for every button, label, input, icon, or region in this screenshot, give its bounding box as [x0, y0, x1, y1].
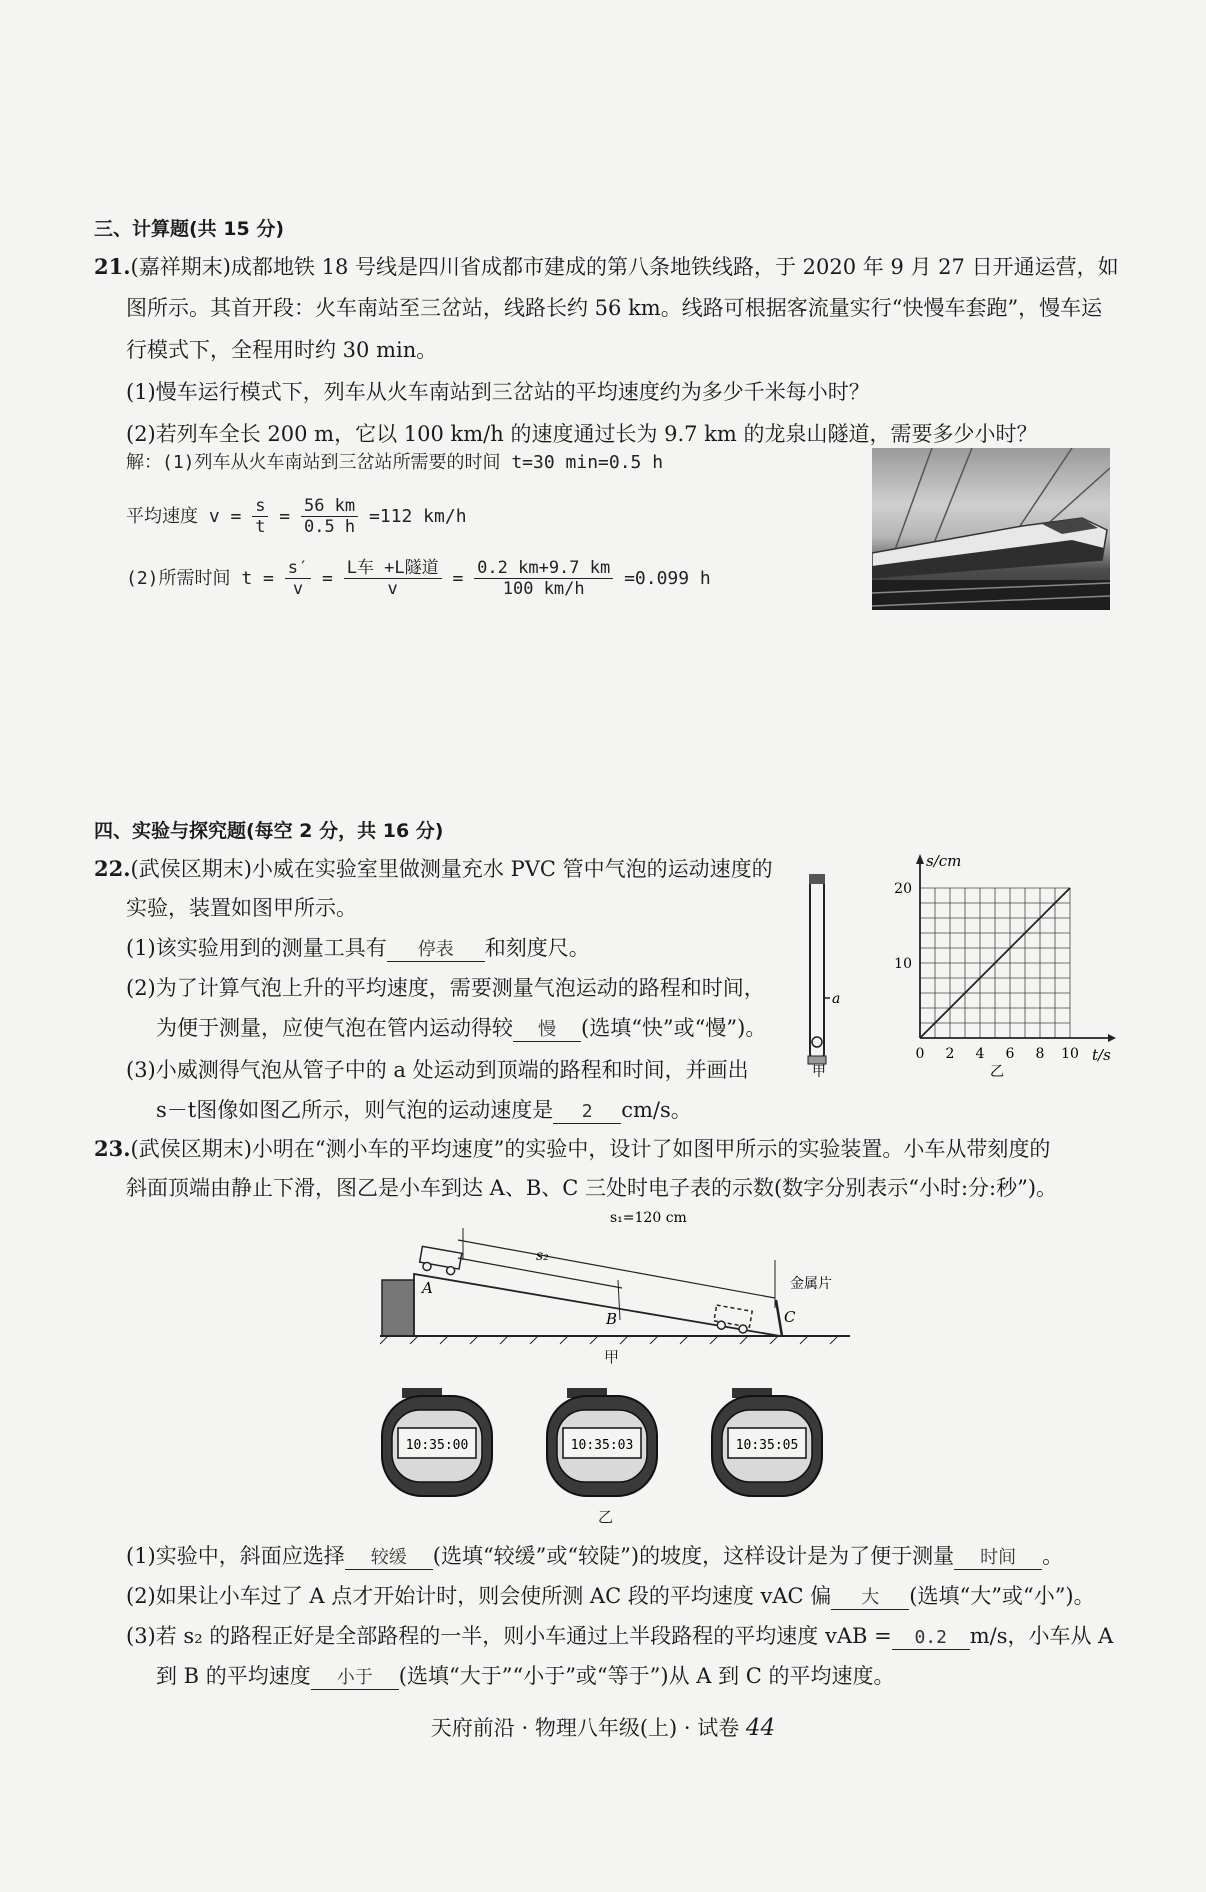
ans3-f2-den: v — [387, 579, 398, 600]
q23-sub1-mid: (选填“较缓”或“较陡”)的坡度，这样设计是为了便于测量 — [432, 1544, 955, 1568]
q23-blank-compare: 小于 — [311, 1667, 399, 1690]
q22-line1 — [94, 856, 773, 882]
train-photo-drawing — [872, 448, 1110, 610]
ans3-f3-den: 100 km/h — [502, 579, 585, 600]
ans2-f1-num: s — [252, 496, 268, 517]
q21-answer-line1: 解：(1)列车从火车南站到三岔站所需要的时间 t=30 min=0.5 h — [126, 452, 664, 473]
x-tick-label: 4 — [975, 1046, 985, 1062]
q23-sub2-tail: (选填“大”或“小”)。 — [909, 1584, 1095, 1608]
q22-sub3-line1: (3)小威测得气泡从管子中的 a 处运动到顶端的路程和时间，并画出 — [126, 1058, 749, 1082]
q23-sub1-tail: 。 — [1042, 1544, 1064, 1568]
section4-heading: 四、实验与探究题(每空 2 分，共 16 分) — [94, 820, 444, 842]
q21-answer-line3: (2)所需时间 t = $\frac{s'}{v}$ = $\frac{\text{L车 +L隧道}}{v}$ = $\frac{0.2 km+9.7 km}{100 km/h}$ =0.099 h — [126, 558, 711, 600]
q23-number: 23. — [94, 1136, 131, 1161]
q23-sub3-text2: 到 B 的平均速度 — [156, 1664, 311, 1688]
q23-text1: (武侯区期末)小明在“测小车的平均速度”的实验中，设计了如图甲所示的实验装置。小车从带刻度的 — [130, 1137, 1051, 1161]
train-photo — [872, 448, 1110, 610]
tube-base — [808, 1056, 826, 1064]
q23-blank-bias: 大 — [831, 1587, 909, 1610]
stopwatch-a-time: 10:35:00 — [405, 1438, 469, 1453]
y-tick-labels — [894, 881, 912, 972]
section3-heading: 三、计算题(共 15 分) — [94, 218, 285, 240]
footer-text: 天府前沿 · 物理八年级(上) · 试卷 — [430, 1716, 740, 1740]
q23-sub3-tail: (选填“大于”“小于”或“等于”)从 A 到 C 的平均速度。 — [398, 1664, 895, 1688]
page-footer — [0, 1712, 1206, 1742]
q22-sub2-text: 为便于测量，应使气泡在管内运动得较 — [156, 1016, 513, 1040]
q23-line1 — [94, 1136, 1050, 1162]
ans2-f2-num: 56 km — [301, 496, 358, 517]
q23-stopwatches — [380, 1386, 840, 1506]
label-b: B — [606, 1310, 618, 1328]
stopwatch-a — [382, 1388, 492, 1496]
q22-st-chart — [880, 850, 1120, 1080]
q22-blank-tool: 停表 — [387, 939, 485, 962]
q23-fig-jia-label: 甲 — [604, 1348, 620, 1366]
q22-line2: 实验，装置如图甲所示。 — [126, 896, 357, 920]
stopwatch-b — [547, 1388, 657, 1496]
q23-sub1 — [126, 1544, 1063, 1570]
q23-blank-slope: 较缓 — [345, 1547, 433, 1570]
q21-answer-line2: 平均速度 v = $\frac{s}{t}$ = $\frac{56 km}{0.5 h}$ =112 km/h — [126, 496, 467, 538]
q21-number: 21. — [94, 254, 131, 279]
q22-blank-speed: 慢 — [513, 1019, 581, 1042]
x-tick-labels — [916, 1046, 1079, 1062]
ans3-f3-num: 0.2 km+9.7 km — [474, 558, 613, 579]
q23-sub2-text: (2)如果让小车过了 A 点才开始计时，则会使所测 AC 段的平均速度 vAC 偏 — [126, 1584, 832, 1608]
q23-fig-yi-label: 乙 — [598, 1508, 614, 1526]
ans2-result: =112 km/h — [369, 505, 467, 527]
q21-line3: 行模式下，全程用时约 30 min。 — [126, 338, 438, 362]
stopwatch-b-time: 10:35:03 — [570, 1438, 634, 1453]
label-a: A — [422, 1279, 433, 1297]
cart-at-a-icon — [418, 1246, 461, 1276]
q22-sub2-line2 — [156, 1016, 766, 1042]
metal-plate — [776, 1300, 782, 1336]
q22-sub1-text: (1)该实验用到的测量工具有 — [126, 936, 387, 960]
ans3-f2-num: L车 +L隧道 — [344, 558, 442, 579]
stopwatch-c-time: 10:35:05 — [735, 1438, 799, 1453]
x-axis-arrow-icon — [1108, 1034, 1116, 1042]
q22-number: 22. — [94, 856, 131, 881]
q23-sub2 — [126, 1584, 1095, 1610]
q23-sub3-line1 — [126, 1624, 1113, 1650]
ans3-prefix: (2)所需时间 t = — [126, 567, 274, 589]
ground-hatch — [380, 1336, 838, 1344]
q22-tube-figure — [800, 870, 850, 1080]
x-tick-label: 10 — [1061, 1046, 1079, 1062]
q21-sub2: (2)若列车全长 200 m，它以 100 km/h 的速度通过长为 9.7 km 的龙泉山隧道，需要多少小时？ — [126, 422, 1038, 446]
q22-sub2-line1: (2)为了计算气泡上升的平均速度，需要测量气泡运动的路程和时间， — [126, 976, 765, 1000]
q22-sub3-line2 — [156, 1098, 692, 1124]
metal-plate-label: 金属片 — [790, 1276, 832, 1292]
s1-label: s₁=120 cm — [610, 1210, 687, 1226]
ans3-f1-den: v — [292, 579, 304, 600]
q23-sub3-text: (3)若 s₂ 的路程正好是全部路程的一半，则小车通过上半段路程的平均速度 vAB = — [126, 1624, 892, 1648]
tube-body — [810, 878, 824, 1058]
tube-fig-label: 甲 — [812, 1064, 826, 1080]
x-tick-label: 2 — [945, 1046, 955, 1062]
q21-text1: (嘉祥期末)成都地铁 18 号线是四川省成都市建成的第八条地铁线路，于 2020 年 9 月 27 日开通运营，如 — [130, 255, 1119, 279]
ans3-result: =0.099 h — [624, 567, 711, 589]
q22-sub3-tail: cm/s。 — [621, 1098, 692, 1122]
q23-line2: 斜面顶端由静止下滑，图乙是小车到达 A、B、C 三处时电子表的示数(数字分别表示“小时:分:秒”)。 — [126, 1176, 1058, 1200]
s2-label: s₂ — [536, 1248, 549, 1264]
q22-sub2-tail: (选填“快”或“慢”)。 — [581, 1016, 767, 1040]
q22-sub1 — [126, 936, 590, 962]
page-number: 44 — [745, 1715, 776, 1741]
chart-fig-label: 乙 — [990, 1064, 1004, 1080]
q21-line2: 图所示。其首开段：火车南站至三岔站，线路长约 56 km。线路可根据客流量实行“快慢车套跑”，慢车运 — [126, 296, 1103, 320]
ans2-fraction1 — [252, 496, 268, 538]
x-tick-label: 6 — [1005, 1046, 1015, 1062]
y-axis-label: s/cm — [926, 852, 962, 870]
q23-sub3-mid: m/s，小车从 A — [969, 1624, 1114, 1648]
ans3-fraction1 — [285, 558, 311, 600]
incline-support-block — [382, 1280, 414, 1336]
ans2-prefix: 平均速度 v = — [126, 505, 242, 527]
ans2-f1-den: t — [255, 517, 266, 538]
q21-sub1: (1)慢车运行模式下，列车从火车南站到三岔站的平均速度约为多少千米每小时？ — [126, 380, 870, 404]
y-axis-arrow-icon — [916, 854, 924, 864]
stopwatch-c — [712, 1388, 822, 1496]
x-tick-label: 8 — [1035, 1046, 1045, 1062]
q23-blank-measure: 时间 — [954, 1547, 1042, 1570]
ans2-fraction2 — [301, 496, 358, 538]
ans3-f1-num: s′ — [285, 558, 311, 579]
y-tick-label: 20 — [894, 881, 912, 897]
label-c: C — [784, 1308, 796, 1326]
ans3-fraction3 — [474, 558, 613, 600]
y-tick-label: 10 — [894, 956, 912, 972]
x-tick-label: 0 — [915, 1046, 925, 1062]
q22-sub3-text: s－t图像如图乙所示，则气泡的运动速度是 — [156, 1098, 554, 1122]
q23-sub3-line2 — [156, 1664, 895, 1690]
tube-cap — [809, 874, 825, 884]
ans3-fraction2 — [344, 558, 442, 600]
q22-sub1-tail: 和刻度尺。 — [484, 936, 590, 960]
q21-line1 — [94, 254, 1119, 280]
q23-incline-figure — [380, 1200, 860, 1350]
x-axis-label: t/s — [1092, 1046, 1111, 1064]
q23-blank-vab: 0.2 — [892, 1627, 970, 1650]
q23-sub1-text: (1)实验中，斜面应选择 — [126, 1544, 345, 1568]
q22-blank-velocity: 2 — [553, 1101, 621, 1124]
q22-text1: (武侯区期末)小威在实验室里做测量充水 PVC 管中气泡的运动速度的 — [130, 857, 773, 881]
ans2-f2-den: 0.5 h — [303, 517, 356, 538]
tube-label-a: a — [832, 991, 841, 1007]
